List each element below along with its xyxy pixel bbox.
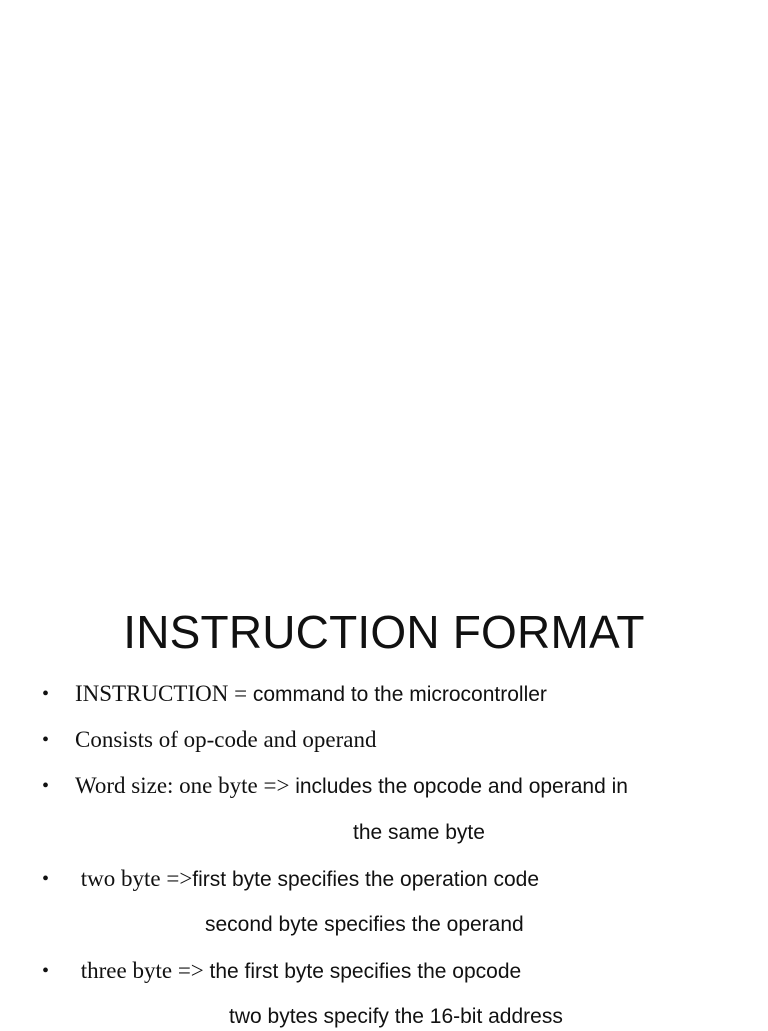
bullet-5-continuation: two bytes specify the 16-bit address [229,1005,563,1028]
bullet-2 [75,726,377,755]
bullet-4-continuation: second byte specifies the operand [205,913,524,936]
bullet-2-lead: Consists of op-code and operand [75,727,377,752]
bullet-marker: • [42,683,50,705]
bullet-marker: • [42,868,50,890]
bullet-3-text: includes the opcode and operand in [295,775,628,798]
bullet-3 [75,772,628,801]
slide-title: INSTRUCTION FORMAT [123,606,645,658]
bullet-3-lead: Word size: one byte => [75,773,296,798]
bullet-4-lead: two byte => [75,866,193,891]
bullet-4-text: first byte specifies the operation code [192,868,539,891]
bullet-3-continuation: the same byte [353,821,485,844]
bullet-marker: • [42,775,50,797]
bullet-5-text: the first byte specifies the opcode [209,960,522,983]
bullet-1-lead: INSTRUCTION = [75,681,253,706]
bullet-5 [75,957,521,986]
bullet-1-text: command to the microcontroller [252,683,547,706]
bullet-marker: • [42,960,50,982]
bullet-5-lead: three byte => [75,958,210,983]
bullet-marker: • [42,729,50,751]
bullet-1 [75,680,547,709]
bullet-4 [75,865,539,894]
